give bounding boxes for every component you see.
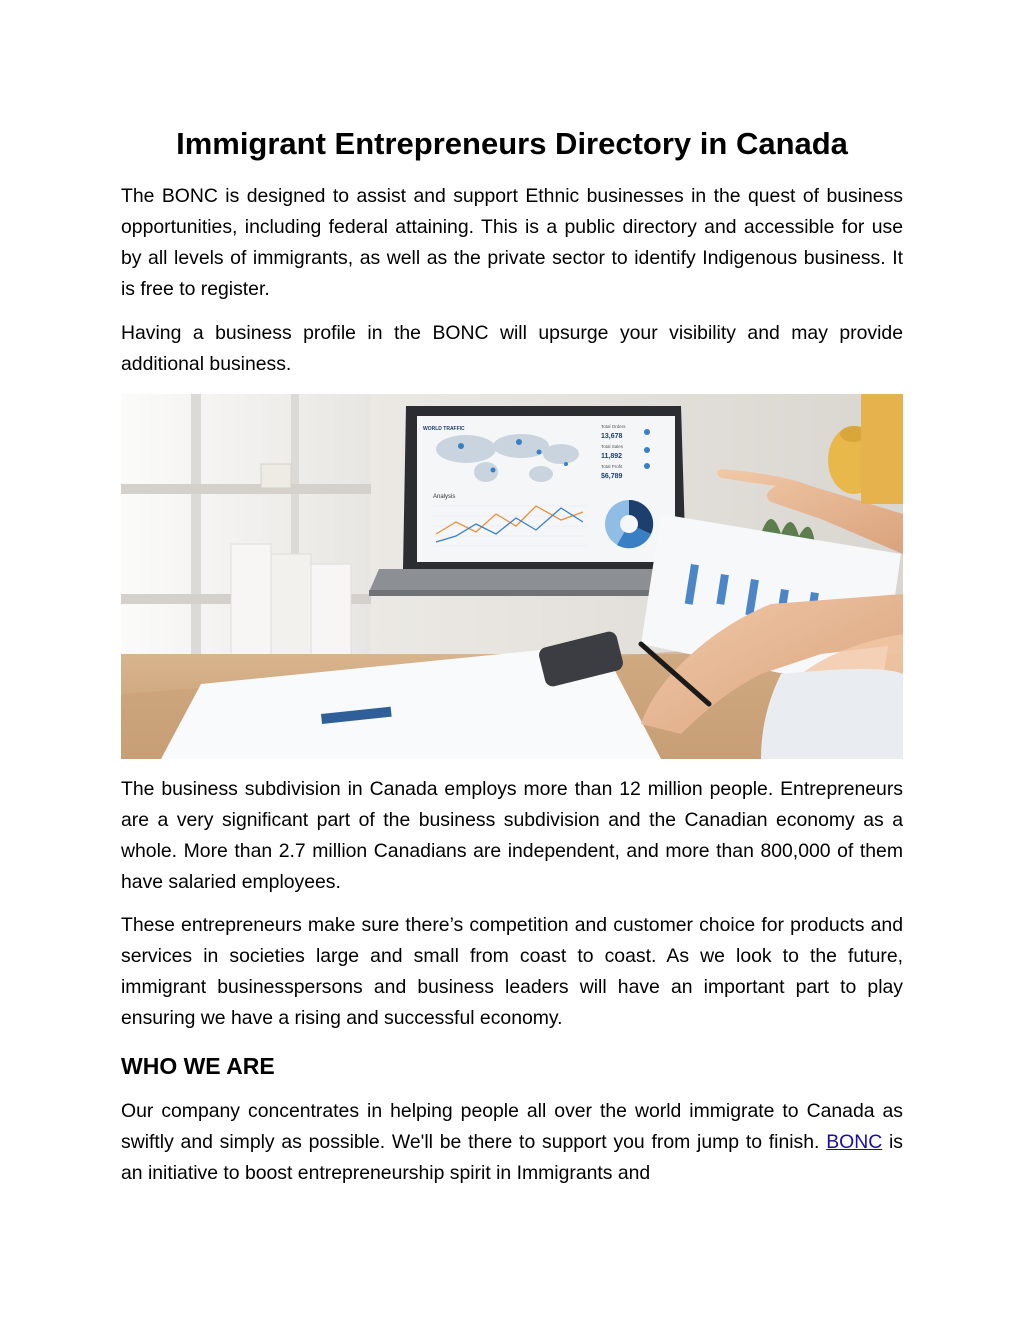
total-profit-label: Total Profit xyxy=(601,464,623,469)
total-sales-label: Total Sales xyxy=(601,444,624,449)
total-orders-value: 13,678 xyxy=(601,433,623,440)
business-photo xyxy=(121,394,903,759)
competition-paragraph: These entrepreneurs make sure there’s competition and customer choice for products and services in societies large and small from coast to coast. As we look to the future, immigrant businesspersons and business leaders will have an important part to play ensuring we have a rising and successful economy. xyxy=(121,914,903,1029)
business-photo-illustration xyxy=(121,394,903,759)
economy-paragraph: The business subdivision in Canada employs more than 12 million people. Entrepreneurs are a very significant part of the business subdivision and the Canadian economy as a whole. More than 2.7 million Canadians are independent, and more than 800,000 of them have salaried employees. xyxy=(121,778,903,893)
screen-header: WORLD TRAFFIC xyxy=(423,426,465,432)
company-paragraph-continuation: is an initiative to boost entrepreneurship spirit in Immigrants and xyxy=(121,1131,903,1184)
page-title: Immigrant Entrepreneurs Directory in Canada xyxy=(176,126,848,161)
total-sales-value: 11,892 xyxy=(601,453,623,460)
total-profit-value: $6,789 xyxy=(601,473,623,480)
profile-paragraph: Having a business profile in the BONC will upsurge your visibility and may provide additional business. xyxy=(121,322,903,375)
analysis-label: Analysis xyxy=(433,494,456,500)
company-paragraph-text: Our company concentrates in helping people all over the world immigrate to Canada as swiftly and simply as possible. We'll be there to support you from jump to finish. xyxy=(121,1100,903,1153)
company-paragraph xyxy=(121,1096,903,1189)
intro-paragraph: The BONC is designed to assist and support Ethnic businesses in the quest of business opportunities, including federal attaining. This is a public directory and accessible for use by all levels of immigrants, as well as the private sector to identify Indigenous business. It is free to register. xyxy=(121,185,903,300)
who-we-are-heading: WHO WE ARE xyxy=(121,1053,275,1079)
total-orders-label: Total Orders xyxy=(601,424,626,429)
bonc-link[interactable]: BONC xyxy=(826,1131,883,1153)
